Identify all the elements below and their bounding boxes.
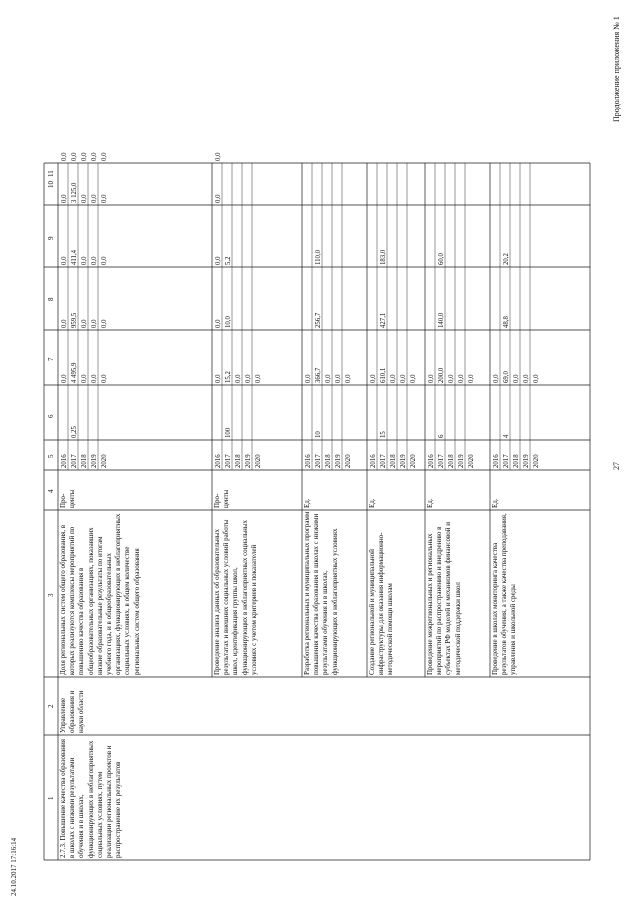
value-cell: 0,0 xyxy=(101,256,108,265)
year-cell: 2020 xyxy=(533,454,540,468)
value-cell: 5,2 xyxy=(225,256,232,265)
col-header-5: 5 xyxy=(47,454,55,458)
year-cell: 2017 xyxy=(315,454,322,468)
year-cell: 2020 xyxy=(468,454,475,468)
value-cell: 411,4 xyxy=(71,249,78,265)
value-cell: 0,0 xyxy=(410,374,417,383)
col-header-9: 9 xyxy=(47,236,55,240)
value-cell: 10 xyxy=(315,431,322,438)
unit-text: Про- центы xyxy=(213,489,231,508)
value-cell: 0,0 xyxy=(81,194,88,203)
year-cell: 2017 xyxy=(438,454,445,468)
value-cell: 0,0 xyxy=(215,256,222,265)
indicator-text: Создание региональной и муниципальной инфраструктуры для оказания информационно-методической помощи школам xyxy=(368,532,395,675)
value-cell: 0,0 xyxy=(101,152,108,161)
value-cell: 0,0 xyxy=(325,374,332,383)
value-cell: 427,1 xyxy=(380,312,387,328)
year-cell: 2018 xyxy=(235,454,242,468)
value-cell: 610,1 xyxy=(380,367,387,383)
value-cell: 0,0 xyxy=(81,152,88,161)
col-header-7: 7 xyxy=(47,357,55,361)
year-cell: 2016 xyxy=(493,454,500,468)
year-cell: 2016 xyxy=(370,454,377,468)
value-cell: 0,0 xyxy=(255,374,262,383)
value-cell: 0,0 xyxy=(215,152,222,161)
value-cell: 0,0 xyxy=(428,374,435,383)
year-cell: 2019 xyxy=(335,454,342,468)
value-cell: 0,0 xyxy=(390,374,397,383)
year-cell: 2019 xyxy=(458,454,465,468)
value-cell: 15,2 xyxy=(225,371,232,383)
unit-text: Ед. xyxy=(303,498,311,508)
year-cell: 2019 xyxy=(245,454,252,468)
value-cell: 183,0 xyxy=(380,249,387,265)
value-cell: 69,0 xyxy=(503,371,510,383)
value-cell: 366,7 xyxy=(315,367,322,383)
year-cell: 2017 xyxy=(225,454,232,468)
year-cell: 2017 xyxy=(503,454,510,468)
value-cell: 0,0 xyxy=(468,374,475,383)
value-cell: 3 125,0 xyxy=(71,182,78,203)
year-cell: 2016 xyxy=(428,454,435,468)
value-cell: 4 xyxy=(503,434,510,438)
value-cell: 0,0 xyxy=(523,374,530,383)
indicator-text: Разработка региональных и муниципальных программ повышения качества образования в школах с низкими результатами обучения и в школах, функционирующих в неблагоприятных условиях xyxy=(303,511,339,675)
value-cell: 6 xyxy=(438,434,445,438)
year-cell: 2018 xyxy=(390,454,397,468)
value-cell: 200,0 xyxy=(438,367,445,383)
year-cell: 2016 xyxy=(61,454,68,468)
value-cell: 0,0 xyxy=(101,194,108,203)
value-cell: 100 xyxy=(225,427,232,438)
col-header-10: 10 xyxy=(47,181,55,188)
col-header-1: 1 xyxy=(47,796,55,800)
unit-text: Ед. xyxy=(491,498,499,508)
year-cell: 2018 xyxy=(81,454,88,468)
indicator-text: Проведение анализа данных об образовательных результатах и внешних социальных условий работы школ, идентификация группы школ, функционирующих в неблагоприятных социальных условиях с учетом критериев и показателей xyxy=(213,519,258,675)
year-cell: 2018 xyxy=(325,454,332,468)
value-cell: 0,0 xyxy=(101,374,108,383)
year-cell: 2020 xyxy=(255,454,262,468)
value-cell: 0,0 xyxy=(71,152,78,161)
value-cell: 0,0 xyxy=(215,374,222,383)
continuation-label: Продолжение приложения № 1 xyxy=(612,16,621,122)
value-cell: 0,0 xyxy=(81,256,88,265)
value-cell: 0,0 xyxy=(370,374,377,383)
year-cell: 2020 xyxy=(410,454,417,468)
page-number: 27 xyxy=(612,462,621,470)
value-cell: 0,0 xyxy=(493,374,500,383)
value-cell: 0,0 xyxy=(61,256,68,265)
year-cell: 2017 xyxy=(380,454,387,468)
year-cell: 2019 xyxy=(523,454,530,468)
value-cell: 0,0 xyxy=(101,319,108,328)
value-cell: 0,0 xyxy=(91,374,98,383)
year-cell: 2020 xyxy=(101,454,108,468)
value-cell: 0,0 xyxy=(335,374,342,383)
year-cell: 2019 xyxy=(400,454,407,468)
unit-text: Ед. xyxy=(368,498,376,508)
value-cell: 0,0 xyxy=(61,319,68,328)
year-cell: 2018 xyxy=(513,454,520,468)
col-header-6: 6 xyxy=(47,414,55,418)
unit-text: Про- центы xyxy=(59,489,77,508)
year-cell: 2017 xyxy=(71,454,78,468)
value-cell: 0,0 xyxy=(245,374,252,383)
value-cell: 959,5 xyxy=(71,312,78,328)
value-cell: 0,0 xyxy=(81,319,88,328)
value-cell: 0,0 xyxy=(91,256,98,265)
value-cell: 4 495,9 xyxy=(71,362,78,383)
year-cell: 2019 xyxy=(91,454,98,468)
value-cell: 60,0 xyxy=(438,253,445,265)
year-cell: 2016 xyxy=(215,454,222,468)
value-cell: 20,2 xyxy=(503,253,510,265)
value-cell: 0,0 xyxy=(91,319,98,328)
value-cell: 140,0 xyxy=(438,312,445,328)
col-header-11: 11 xyxy=(47,170,55,177)
value-cell: 0,0 xyxy=(235,374,242,383)
value-cell: 256,7 xyxy=(315,312,322,328)
value-cell: 0,0 xyxy=(513,374,520,383)
year-cell: 2018 xyxy=(448,454,455,468)
col-header-3: 3 xyxy=(47,593,55,597)
value-cell: 10,0 xyxy=(225,316,232,328)
value-cell: 0,0 xyxy=(61,194,68,203)
indicator-text: Проведение межрегиональных и региональных мероприятий по распространению и внедрению в субъектах РФ моделей и механизмов финансовой и методической поддержки школ xyxy=(426,522,462,675)
measure-executor: Управление образования и науки области xyxy=(59,690,86,733)
value-cell: 0,0 xyxy=(458,374,465,383)
value-cell: 0,0 xyxy=(448,374,455,383)
year-cell: 2020 xyxy=(345,454,352,468)
indicator-text: Проведение в школах мониторинга качества результатов обучения, а также качества преподавания, управления и школьной среды xyxy=(491,513,518,675)
col-header-4: 4 xyxy=(47,489,55,493)
value-cell: 0,0 xyxy=(533,374,540,383)
unit-text: Ед. xyxy=(426,498,434,508)
value-cell: 0,0 xyxy=(305,374,312,383)
value-cell: 48,8 xyxy=(503,316,510,328)
value-cell: 0,0 xyxy=(345,374,352,383)
col-header-2: 2 xyxy=(47,704,55,708)
value-cell: 0,25 xyxy=(71,426,78,438)
indicator-text: Доля региональных систем общего образования, в которых реализуются комплексы мероприятий по повышению качества образования в общеобразовательных организациях, показавших низкие образовательные результаты по итогам учебного года, и в общеобразовательных организациях, функционирующих в неблагоприятных социальных условиях, в общем количестве региональных систем общего образования xyxy=(59,513,141,675)
value-cell: 0,0 xyxy=(61,152,68,161)
value-cell: 0,0 xyxy=(400,374,407,383)
year-cell: 2016 xyxy=(305,454,312,468)
value-cell: 15 xyxy=(380,431,387,438)
value-cell: 0,0 xyxy=(215,194,222,203)
measure-title: 2.7.3. Повышение качества образования в школах с низкими результатами обучения и в школах, функционирующих в неблагоприятных социальных условиях, путем реализации региональных проектов и распространение их результатов xyxy=(59,739,123,858)
value-cell: 0,0 xyxy=(215,319,222,328)
value-cell: 0,0 xyxy=(91,194,98,203)
value-cell: 0,0 xyxy=(91,152,98,161)
value-cell: 0,0 xyxy=(61,374,68,383)
value-cell: 0,0 xyxy=(81,374,88,383)
footer-stamp: 24.10.2017 17:16:14 xyxy=(10,837,18,896)
col-header-8: 8 xyxy=(47,297,55,301)
value-cell: 110,0 xyxy=(315,249,322,265)
